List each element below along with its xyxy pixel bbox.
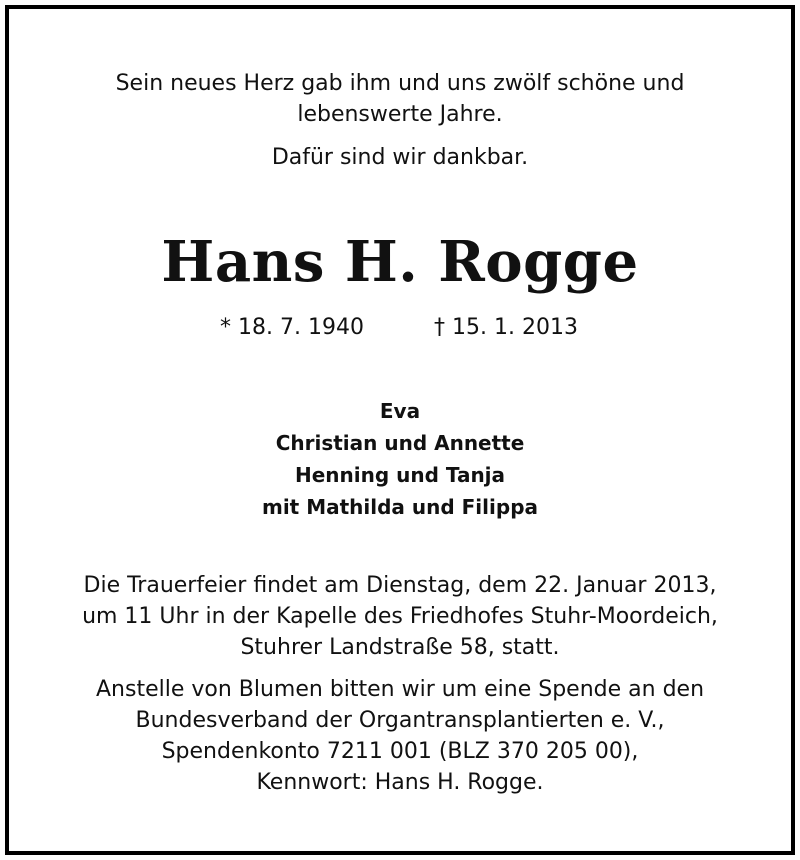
intro-text — [0, 68, 800, 130]
service-info — [0, 570, 800, 663]
service-line: Stuhrer Landstraße 58, statt. — [240, 635, 560, 660]
family-member: Christian und Annette — [275, 431, 525, 455]
donation-line: Anstelle von Blumen bitten wir um eine Spende an den — [95, 677, 705, 702]
family-member: mit Mathilda und Filippa — [261, 495, 538, 519]
donation-info — [0, 674, 800, 798]
thanks-text: Dafür sind wir dankbar. — [271, 145, 529, 170]
death-date: † 15. 1. 2013 — [434, 315, 578, 340]
donation-line: Bundesverband der Organtransplantierten e. V., — [135, 708, 665, 733]
service-line: um 11 Uhr in der Kapelle des Friedhofes Stuhr-Moordeich, — [82, 604, 718, 629]
family-member: Eva — [379, 399, 421, 423]
family-list — [0, 395, 800, 523]
deceased-name: Hans H. Rogge — [161, 229, 639, 295]
intro-line: Sein neues Herz gab ihm und uns zwölf schöne und — [115, 71, 685, 96]
donation-line: Kennwort: Hans H. Rogge. — [256, 770, 544, 795]
intro-line: lebenswerte Jahre. — [297, 102, 503, 127]
donation-line: Spendenkonto 7211 001 (BLZ 370 205 00), — [161, 739, 639, 764]
service-line: Die Trauerfeier findet am Dienstag, dem 22. Januar 2013, — [83, 573, 717, 598]
birth-date: * 18. 7. 1940 — [220, 315, 364, 340]
family-member: Henning und Tanja — [294, 463, 506, 487]
